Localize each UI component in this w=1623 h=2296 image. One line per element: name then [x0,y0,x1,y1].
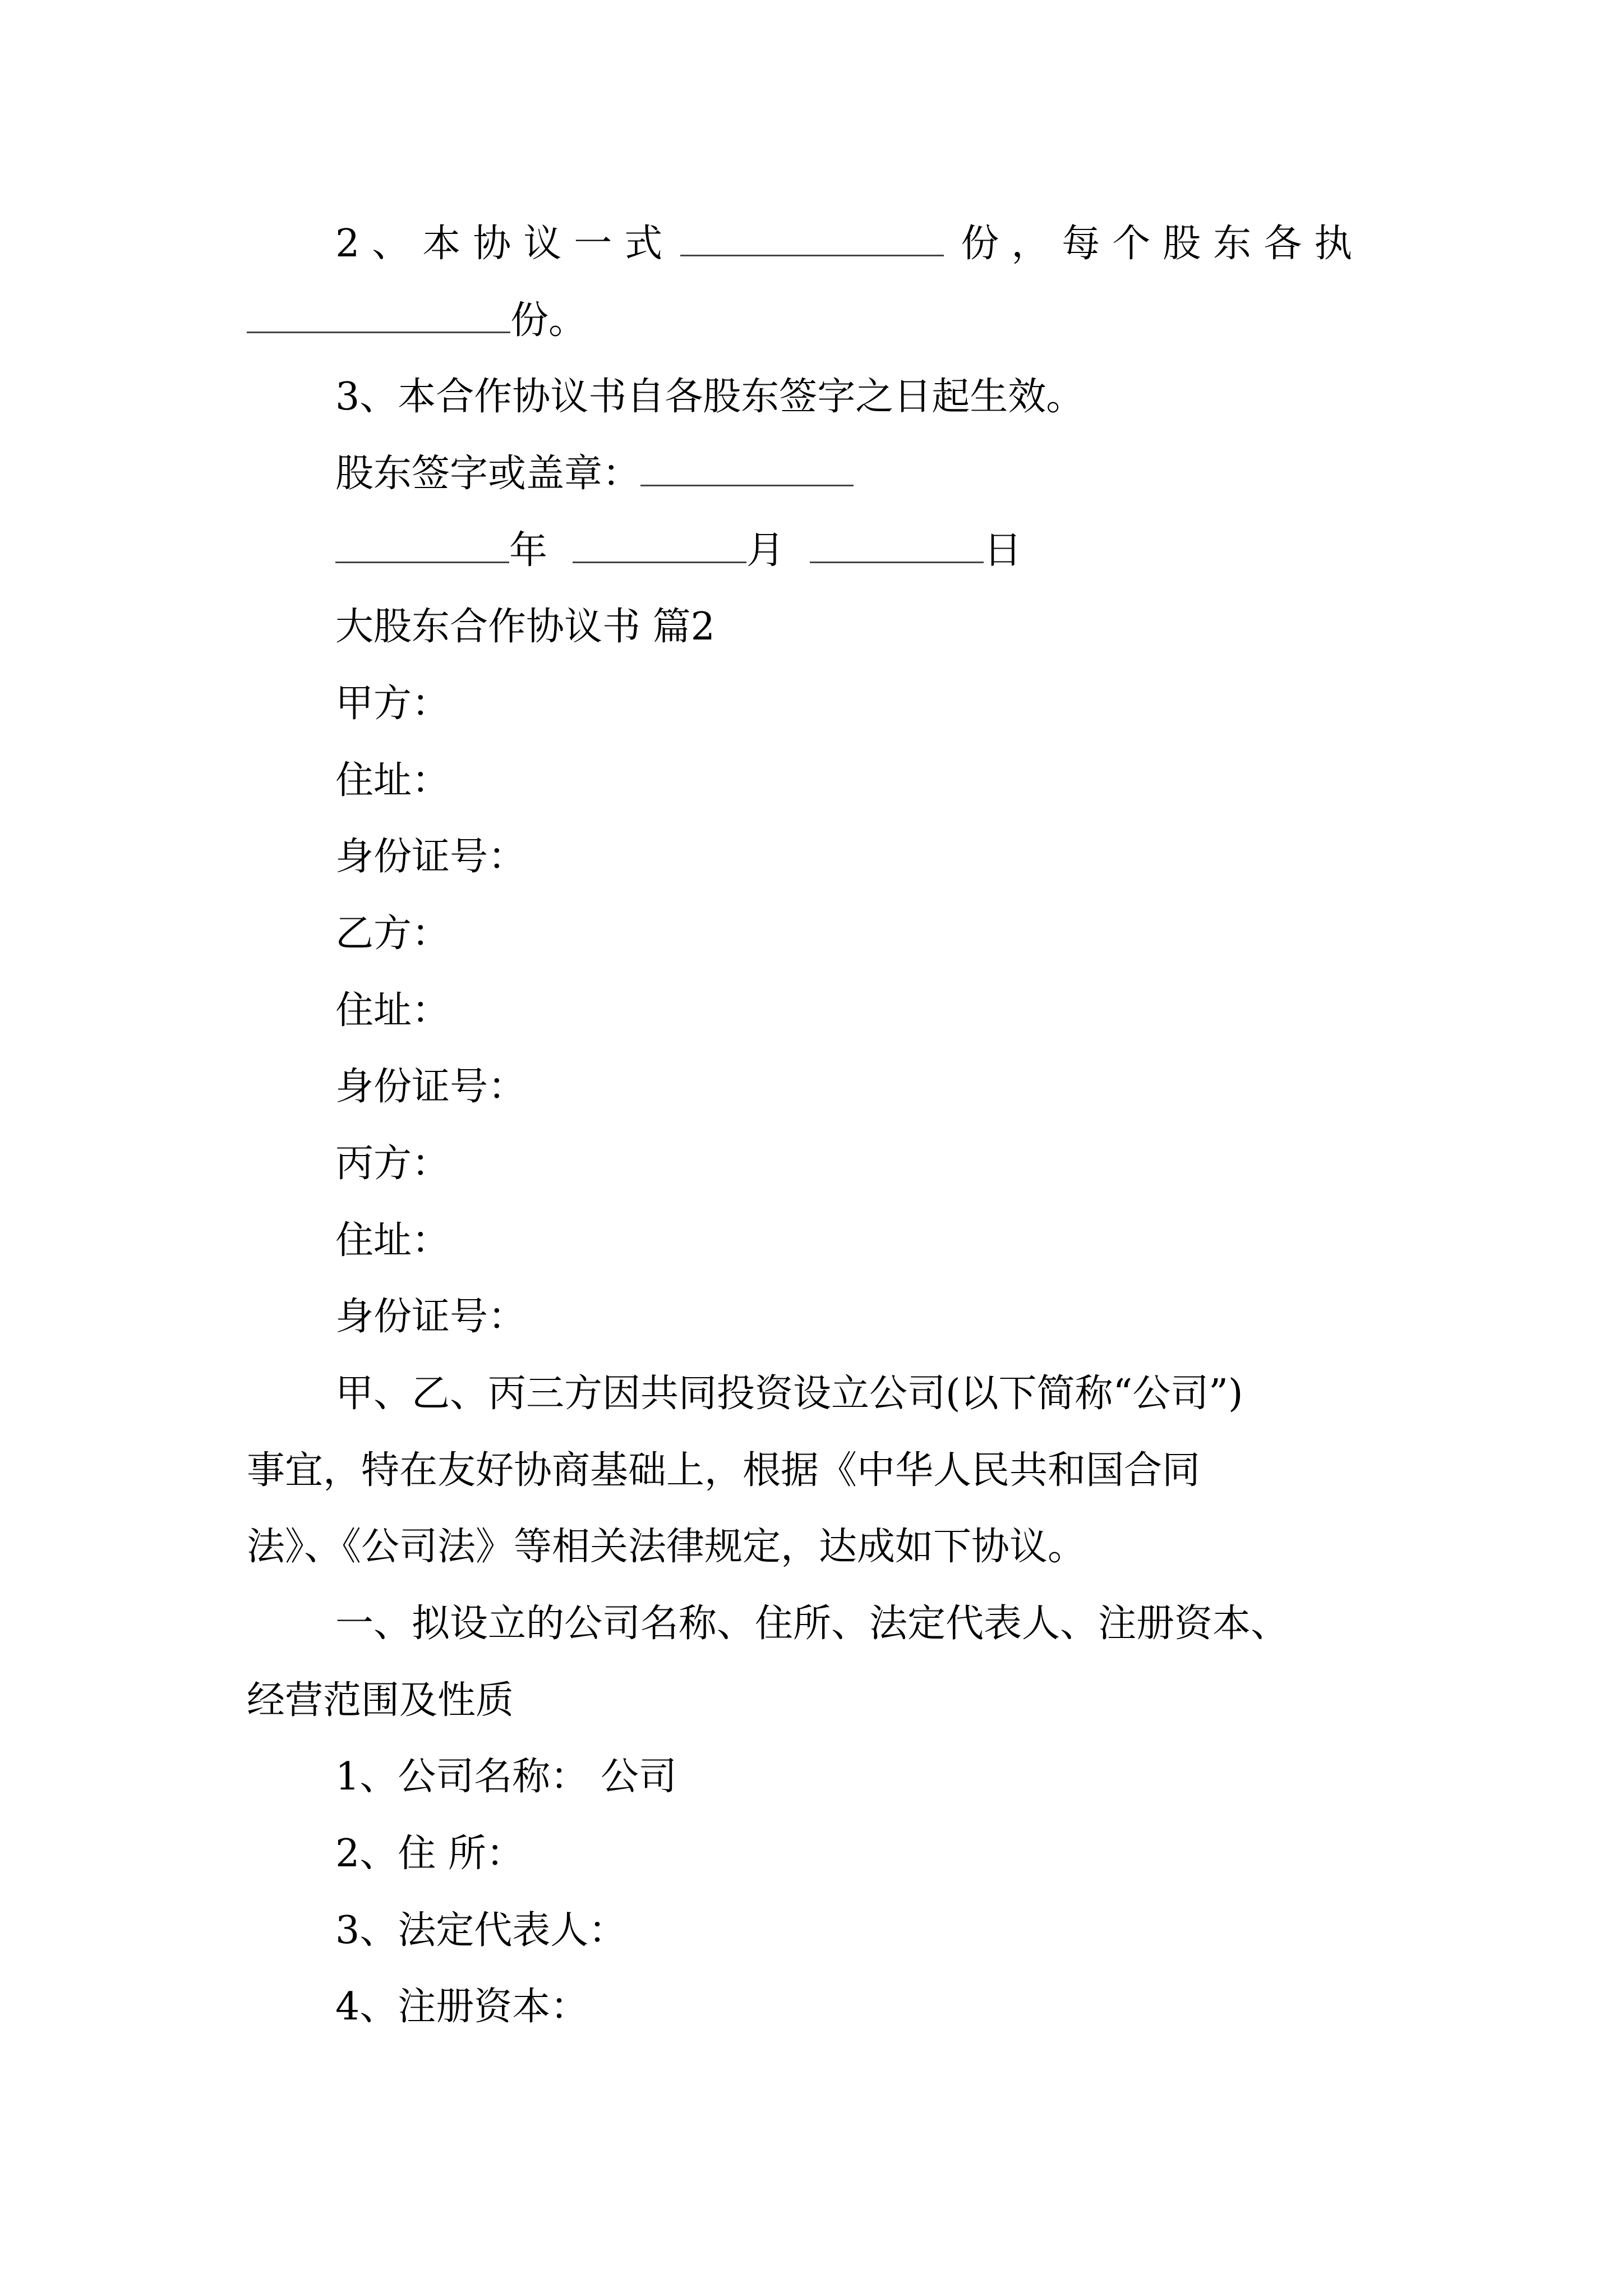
party-a-label: 甲方： [335,682,450,726]
signature-label: 股东签字或盖章： [335,452,641,496]
copies-per-holder-text: 份。 [510,298,587,343]
party-c-address: 住址： [335,1218,450,1263]
date-line [335,526,1022,576]
article-one-heading-cont: 经营范围及性质 [247,1678,514,1723]
company-name-item: 1、公司名称： 公司 [335,1755,677,1799]
article-one-heading: 一、拟设立的公司名称、住所、法定代表人、注册资本、 [335,1602,1289,1646]
party-a-id: 身份证号： [335,835,527,879]
month-label: 月 [746,528,785,573]
copies-per-holder-line [247,296,587,346]
signature-line [335,449,854,499]
party-c-id: 身份证号： [335,1295,527,1339]
preamble-line-1: 甲、乙、丙三方因共同投资设立公司(以下简称“公司”) [335,1372,1243,1416]
year-label: 年 [509,528,548,573]
preamble-line-2: 事宜，特在友好协商基础上，根据《中华人民共和国合同 [247,1448,1201,1493]
copies-clause-end: 份，每个股东各执 [961,222,1365,266]
month-blank [573,527,746,563]
day-blank [810,527,984,563]
party-c-label: 丙方： [335,1142,450,1186]
effective-clause: 3、本合作协议书自各股东签字之日起生效。 [335,375,1085,419]
party-b-address: 住址： [335,988,450,1033]
party-a-address: 住址： [335,758,450,803]
copies-clause-start: 2、本协议一式 [335,222,675,266]
party-b-label: 乙方： [335,912,450,956]
section-title: 大股东合作协议书 篇2 [335,605,715,649]
signature-blank [640,450,854,486]
day-label: 日 [984,528,1022,573]
preamble-line-3: 法》、《公司法》等相关法律规定，达成如下协议。 [247,1525,1086,1569]
registered-capital-item: 4、注册资本： [335,1985,589,2029]
copies-clause-line [335,219,1364,269]
legal-rep-item: 3、法定代表人： [335,1908,627,1953]
copies-each-blank [247,297,510,333]
copies-total-blank [680,220,944,256]
party-b-id: 身份证号： [335,1065,527,1109]
year-blank [335,527,509,563]
company-address-item: 2、住 所： [335,1832,524,1876]
